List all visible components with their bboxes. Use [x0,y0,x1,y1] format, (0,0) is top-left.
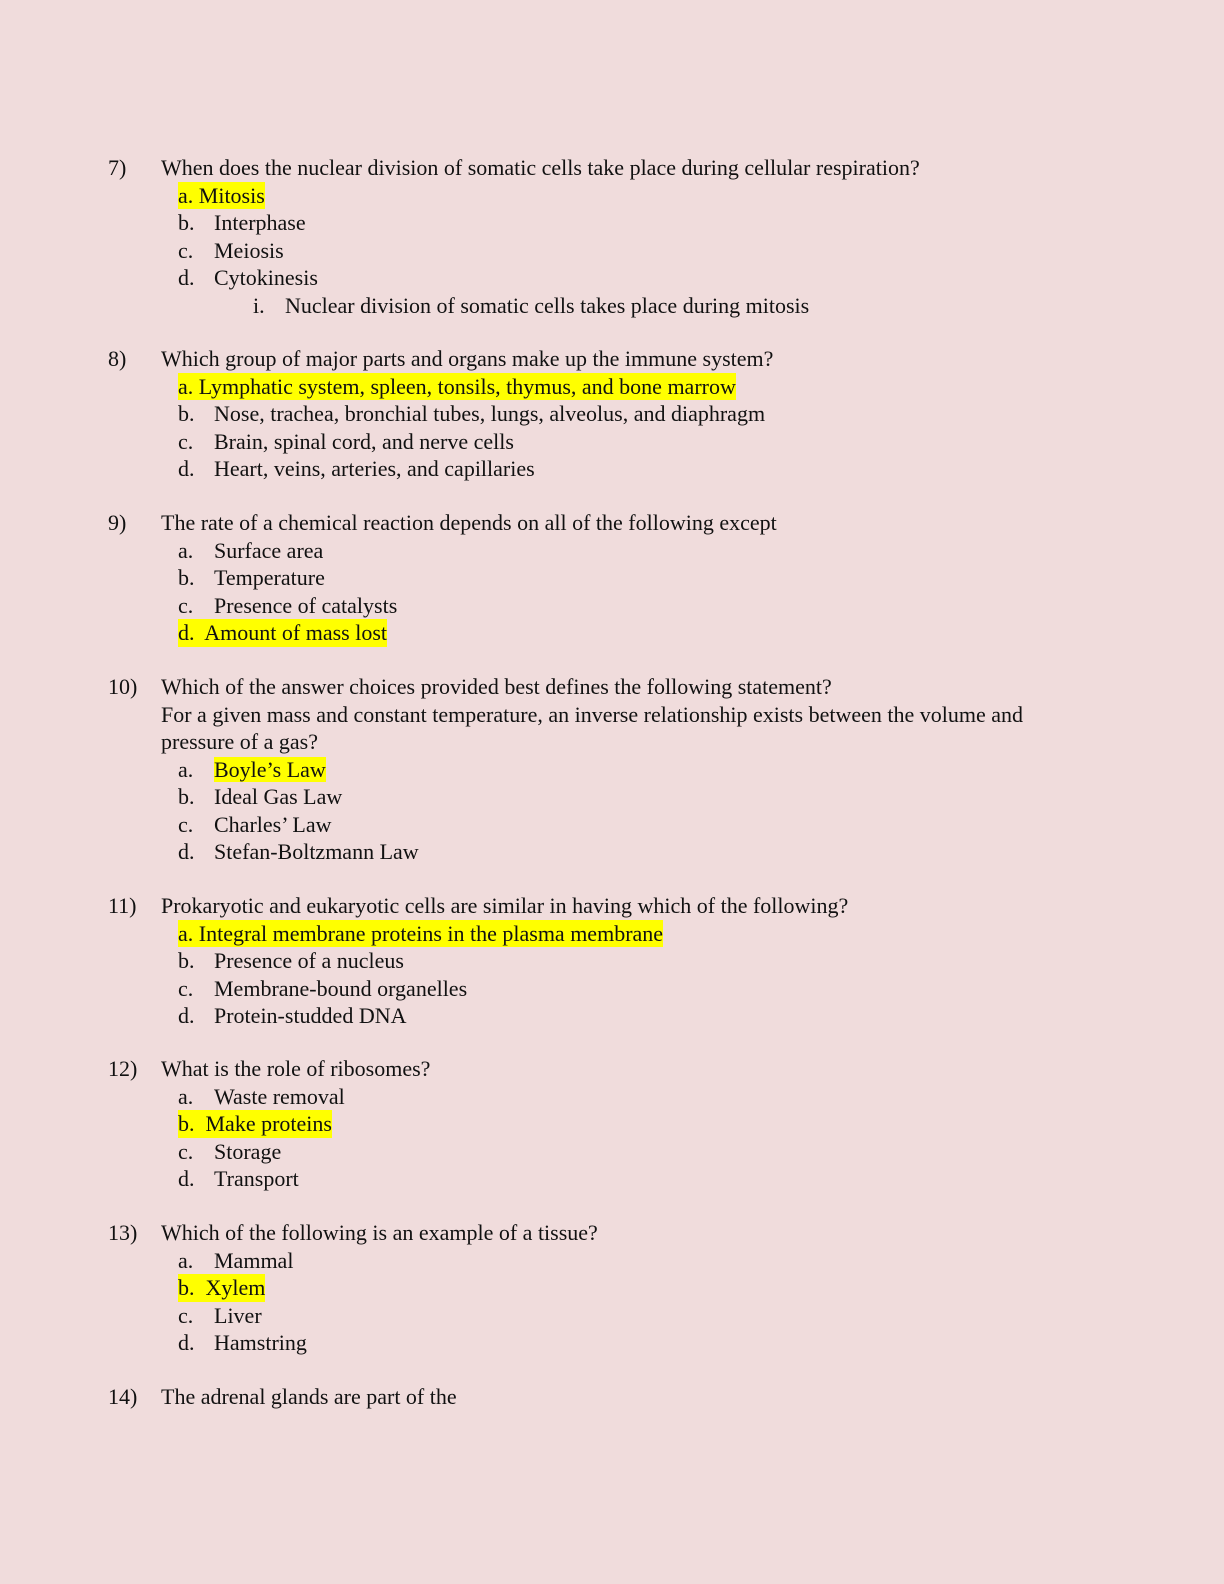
answer-option: d. Transport [178,1166,299,1191]
answer-option: c. Meiosis [178,237,284,263]
question-number: 7) [108,155,127,180]
question-7 [108,154,1118,319]
question-text: When does the nuclear division of somatic cells take place during cellular respiration? [161,155,920,180]
question-9 [108,509,1118,647]
question-number: 11) [108,893,137,918]
answer-option: d. Cytokinesis [178,265,318,290]
question-text: The rate of a chemical reaction depends on all of the following except [161,510,777,535]
answer-option: c. Presence of catalysts [178,592,398,618]
answer-option: b. Ideal Gas Law [178,784,343,809]
answer-option: c. Brain, spinal cord, and nerve cells [178,428,514,454]
answer-option: a. Surface area [178,537,324,563]
answer-option-correct: a. Boyle’s Law [178,756,326,782]
question-number: 8) [108,346,127,371]
question-statement: For a given mass and constant temperature, an inverse relationship exists between the volume and [161,701,1024,727]
question-number: 9) [108,510,127,535]
answer-option-correct: d. Amount of mass lost [178,620,388,645]
question-13 [108,1219,1118,1357]
answer-option: c. Charles’ Law [178,811,332,837]
question-number: 10) [108,674,138,699]
answer-option: b. Nose, trachea, bronchial tubes, lungs, alveolus, and diaphragm [178,401,766,426]
answer-option: a. Waste removal [178,1083,345,1109]
answer-option: c. Membrane-bound organelles [178,975,468,1001]
answer-option: d. Stefan-Boltzmann Law [178,839,419,864]
question-text: Which group of major parts and organs make up the immune system? [161,346,774,371]
answer-option: d. Protein-studded DNA [178,1003,407,1028]
answer-option-correct: a. Mitosis [178,182,265,208]
question-number: 14) [108,1384,138,1409]
question-text: Which of the answer choices provided best defines the following statement? [161,674,832,699]
question-11 [108,892,1118,1030]
question-10 [108,673,1118,866]
answer-option: b. Presence of a nucleus [178,948,404,973]
question-8 [108,345,1118,483]
answer-option: d. Hamstring [178,1330,307,1355]
answer-option: b. Interphase [178,210,306,235]
question-statement-continued: pressure of a gas? [161,729,318,754]
answer-option: c. Liver [178,1302,262,1328]
explanation-note: i. Nuclear division of somatic cells takes place during mitosis [253,292,810,318]
answer-option: b. Temperature [178,565,325,590]
question-text: Which of the following is an example of a tissue? [161,1220,598,1245]
question-text: Prokaryotic and eukaryotic cells are similar in having which of the following? [161,893,849,918]
question-number: 12) [108,1056,138,1081]
answer-option-correct: b. Make proteins [178,1111,332,1136]
answer-option: c. Storage [178,1138,282,1164]
answer-option: a. Mammal [178,1247,294,1273]
answer-option-correct: b. Xylem [178,1275,266,1300]
answer-option-correct: a. Lymphatic system, spleen, tonsils, thymus, and bone marrow [178,373,736,399]
answer-option: d. Heart, veins, arteries, and capillaries [178,456,535,481]
question-number: 13) [108,1220,138,1245]
question-12 [108,1055,1118,1193]
answer-option-correct: a. Integral membrane proteins in the plasma membrane [178,920,664,946]
question-14 [108,1383,1118,1411]
question-text: What is the role of ribosomes? [161,1056,431,1081]
question-text: The adrenal glands are part of the [161,1384,457,1409]
